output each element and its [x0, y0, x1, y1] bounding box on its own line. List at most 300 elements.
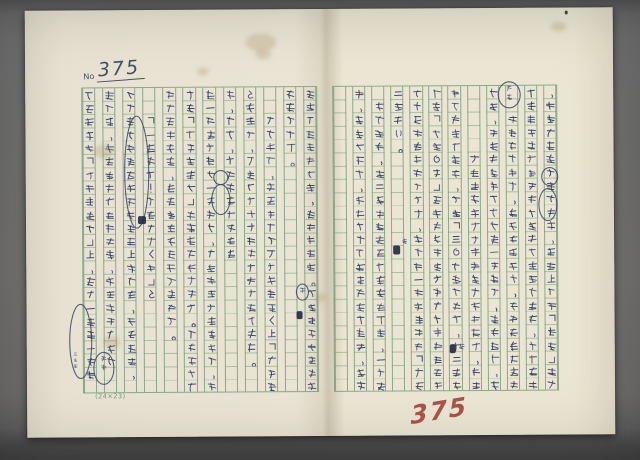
- handwritten-char: [145, 275, 157, 287]
- manuscript-column: [543, 86, 558, 390]
- handwritten-char: [125, 275, 137, 287]
- handwritten-char: [84, 156, 96, 168]
- handwritten-char: [125, 328, 137, 340]
- handwritten-char: [431, 327, 443, 339]
- handwritten-char: [432, 353, 444, 365]
- handwritten-char: [164, 142, 176, 154]
- handwritten-char: [507, 260, 519, 272]
- handwritten-char: [507, 193, 519, 205]
- handwritten-char: [354, 127, 366, 139]
- handwritten-char: [412, 273, 424, 285]
- handwritten-char: [354, 181, 366, 193]
- handwritten-char: [84, 89, 96, 101]
- handwritten-char: [105, 235, 117, 247]
- handwritten-char: [305, 208, 317, 220]
- handwritten-char: [305, 141, 317, 153]
- paper-stain: [314, 293, 326, 302]
- handwritten-char: [505, 84, 513, 92]
- handwritten-char: [469, 153, 481, 165]
- handwritten-char: [105, 315, 117, 327]
- handwritten-char: [507, 140, 519, 152]
- handwritten-char: [206, 381, 218, 393]
- handwritten-char: [245, 141, 257, 153]
- handwritten-char: [305, 168, 317, 180]
- handwritten-char: [449, 114, 461, 126]
- handwritten-char: [526, 259, 538, 271]
- handwritten-char: [354, 101, 366, 113]
- handwritten-char: [527, 366, 539, 378]
- handwritten-char: [165, 262, 177, 274]
- handwritten-char: [165, 195, 177, 207]
- handwritten-char: [205, 275, 217, 287]
- handwritten-char: [449, 100, 461, 112]
- handwritten-char: [355, 367, 367, 379]
- handwritten-char: [546, 286, 558, 298]
- handwritten-char: [411, 167, 423, 179]
- handwritten-char: [246, 341, 258, 353]
- handwritten-char: [431, 313, 443, 325]
- handwritten-char: [373, 154, 385, 166]
- handwritten-char: [431, 287, 443, 299]
- manuscript-column: [371, 87, 386, 391]
- handwritten-char: [305, 221, 317, 233]
- handwritten-char: [373, 167, 385, 179]
- handwritten-char: [430, 167, 442, 179]
- handwritten-char: [84, 209, 96, 221]
- handwritten-char: [206, 341, 218, 353]
- handwritten-char: [374, 247, 386, 259]
- handwritten-char: [245, 195, 257, 207]
- handwritten-char: [355, 380, 367, 392]
- handwritten-char: [124, 102, 136, 114]
- handwritten-char: [206, 355, 218, 367]
- handwritten-char: [265, 221, 277, 233]
- handwritten-char: [488, 153, 500, 165]
- handwritten-char: [430, 140, 442, 152]
- handwritten-char: [527, 313, 539, 325]
- handwritten-char: [546, 313, 558, 325]
- handwritten-char: [374, 314, 386, 326]
- handwritten-char: [265, 248, 277, 260]
- handwritten-char: [431, 300, 443, 312]
- handwritten-char: [508, 339, 520, 351]
- handwritten-char: [412, 194, 424, 206]
- manuscript-column: [333, 87, 348, 391]
- handwritten-char: [205, 261, 217, 273]
- handwritten-char: [507, 233, 519, 245]
- handwritten-char: [392, 114, 404, 126]
- handwritten-char: [145, 288, 157, 300]
- handwritten-char: [164, 155, 176, 167]
- handwritten-char: [450, 247, 462, 259]
- handwritten-char: [451, 353, 463, 365]
- inked-out-char: [450, 344, 456, 353]
- handwritten-char: [488, 286, 500, 298]
- dark-speck: [565, 10, 568, 14]
- handwritten-char: [85, 249, 97, 261]
- handwritten-char: [488, 167, 500, 179]
- handwritten-char: [527, 379, 539, 391]
- handwritten-char: [266, 341, 278, 353]
- handwritten-char: [450, 300, 462, 312]
- handwritten-char: [245, 221, 257, 233]
- handwritten-char: [265, 234, 277, 246]
- handwritten-char: [266, 354, 278, 366]
- inked-out-char: [297, 311, 303, 319]
- handwritten-char: [185, 328, 197, 340]
- handwritten-char: [373, 114, 385, 126]
- handwritten-char: [184, 115, 196, 127]
- handwritten-char: [224, 128, 236, 140]
- handwritten-char: [508, 313, 520, 325]
- handwritten-char: [487, 127, 499, 139]
- handwritten-char: [374, 300, 386, 312]
- handwritten-char: [355, 340, 367, 352]
- manuscript-column: [183, 88, 198, 392]
- handwritten-char: [105, 275, 117, 287]
- handwritten-char: [431, 220, 443, 232]
- handwritten-char: [285, 128, 297, 140]
- handwritten-char: [205, 235, 217, 247]
- handwritten-char: [225, 221, 237, 233]
- page-number-top: [82, 58, 145, 84]
- manuscript-column: [467, 86, 482, 390]
- handwritten-char: [204, 128, 216, 140]
- handwritten-char: [84, 116, 96, 128]
- handwritten-char: [285, 141, 297, 153]
- handwritten-char: [204, 102, 216, 114]
- handwritten-char: [305, 261, 317, 273]
- handwritten-char: [450, 273, 462, 285]
- handwritten-char: [411, 87, 423, 99]
- handwritten-char: [526, 246, 538, 258]
- handwritten-char: [489, 353, 501, 365]
- handwritten-char: [145, 262, 157, 274]
- handwritten-char: [373, 141, 385, 153]
- margin-note: [73, 363, 78, 368]
- handwritten-char: [527, 326, 539, 338]
- handwritten-char: [430, 154, 442, 166]
- handwritten-char: [285, 154, 297, 166]
- handwritten-char: [206, 368, 218, 380]
- handwritten-char: [305, 128, 317, 140]
- handwritten-char: [355, 234, 367, 246]
- inked-out-char: [393, 246, 400, 255]
- handwritten-char: [354, 154, 366, 166]
- handwritten-char: [469, 300, 481, 312]
- handwritten-char: [470, 366, 482, 378]
- handwritten-char: [145, 248, 157, 260]
- handwritten-char: [165, 222, 177, 234]
- handwritten-char: [185, 262, 197, 274]
- handwritten-char: [450, 207, 462, 219]
- page-number-value: 375: [95, 58, 145, 83]
- handwritten-char: [104, 209, 116, 221]
- handwritten-char: [284, 101, 296, 113]
- handwritten-char: [104, 116, 116, 128]
- handwritten-char: [185, 315, 197, 327]
- handwritten-char: [265, 141, 277, 153]
- manuscript-spread: [25, 7, 616, 438]
- handwritten-char: [450, 313, 462, 325]
- handwritten-char: [431, 247, 443, 259]
- handwritten-char: [104, 169, 116, 181]
- handwritten-char: [245, 274, 257, 286]
- handwritten-char: [451, 366, 463, 378]
- handwritten-char: [545, 246, 557, 258]
- handwritten-char: [165, 315, 177, 327]
- handwritten-char: [224, 88, 236, 100]
- handwritten-char: [165, 235, 177, 247]
- handwritten-char: [246, 314, 258, 326]
- handwritten-char: [185, 288, 197, 300]
- handwritten-char: [244, 128, 256, 140]
- handwritten-char: [507, 273, 519, 285]
- handwritten-char: [84, 169, 96, 181]
- handwritten-char: [545, 140, 557, 152]
- handwritten-char: [125, 315, 137, 327]
- handwritten-char: [306, 354, 318, 366]
- handwritten-char: [305, 154, 317, 166]
- handwritten-char: [413, 367, 425, 379]
- handwritten-char: [245, 155, 257, 167]
- handwritten-char: [104, 222, 116, 234]
- handwritten-char: [165, 302, 177, 314]
- handwritten-char: [125, 235, 137, 247]
- handwritten-char: [186, 341, 198, 353]
- handwritten-char: [185, 235, 197, 247]
- handwritten-char: [100, 354, 108, 362]
- handwritten-char: [488, 260, 500, 272]
- revision-loop: [67, 302, 93, 380]
- manuscript-column: [409, 86, 424, 390]
- handwritten-char: [470, 353, 482, 365]
- handwritten-char: [224, 115, 236, 127]
- handwritten-char: [431, 180, 443, 192]
- handwritten-char: [244, 88, 256, 100]
- handwritten-char: [100, 363, 108, 371]
- manuscript-column: [243, 87, 258, 391]
- handwritten-char: [185, 195, 197, 207]
- handwritten-char: [469, 260, 481, 272]
- editing-marks-layer: [25, 7, 613, 11]
- handwritten-char: [508, 366, 520, 378]
- handwritten-char: [245, 168, 257, 180]
- handwritten-char: [546, 273, 558, 285]
- handwritten-char: [411, 100, 423, 112]
- handwritten-char: [265, 288, 277, 300]
- handwritten-char: [449, 153, 461, 165]
- handwritten-char: [374, 274, 386, 286]
- handwritten-char: [224, 102, 236, 114]
- handwritten-char: [545, 126, 557, 138]
- handwritten-char: [125, 355, 137, 367]
- handwritten-char: [527, 339, 539, 351]
- handwritten-char: [125, 342, 137, 354]
- handwritten-char: [525, 86, 537, 98]
- handwritten-char: [284, 115, 296, 127]
- handwritten-char: [450, 180, 462, 192]
- handwritten-char: [354, 141, 366, 153]
- manuscript-column: [162, 88, 177, 392]
- handwritten-char: [507, 180, 519, 192]
- handwritten-char: [546, 379, 558, 391]
- handwritten-char: [373, 207, 385, 219]
- handwritten-char: [245, 261, 257, 273]
- handwritten-char: [527, 299, 539, 311]
- handwritten-char: [164, 89, 176, 101]
- handwritten-char: [205, 301, 217, 313]
- handwritten-char: [185, 301, 197, 313]
- handwritten-char: [245, 301, 257, 313]
- handwritten-char: [246, 328, 258, 340]
- handwritten-char: [164, 169, 176, 181]
- handwritten-char: [488, 193, 500, 205]
- handwritten-char: [526, 166, 538, 178]
- handwritten-char: [354, 167, 366, 179]
- handwritten-char: [450, 233, 462, 245]
- handwritten-char: [305, 114, 317, 126]
- side-correction: [458, 342, 466, 350]
- handwritten-char: [412, 247, 424, 259]
- handwritten-char: [373, 194, 385, 206]
- handwritten-char: [413, 380, 425, 392]
- handwritten-char: [266, 381, 278, 393]
- page-number-prefix: No: [83, 71, 95, 82]
- handwritten-char: [305, 234, 317, 246]
- manuscript-column: [223, 88, 238, 392]
- handwritten-char: [527, 353, 539, 365]
- handwritten-char: [265, 194, 277, 206]
- handwritten-char: [469, 220, 481, 232]
- handwritten-char: [374, 220, 386, 232]
- handwritten-char: [184, 128, 196, 140]
- handwritten-char: [205, 288, 217, 300]
- handwritten-char: [105, 302, 117, 314]
- handwritten-char: [305, 194, 317, 206]
- handwritten-char: [373, 101, 385, 113]
- handwritten-char: [245, 288, 257, 300]
- handwritten-char: [469, 233, 481, 245]
- handwritten-char: [225, 235, 237, 247]
- handwritten-char: [469, 167, 481, 179]
- handwritten-char: [306, 327, 318, 339]
- handwritten-char: [375, 380, 387, 392]
- handwritten-char: [507, 286, 519, 298]
- handwritten-char: [164, 102, 176, 114]
- handwritten-char: [412, 327, 424, 339]
- handwritten-char: [488, 273, 500, 285]
- right-page-grid: [332, 85, 559, 392]
- handwritten-char: [470, 340, 482, 352]
- handwritten-char: [469, 180, 481, 192]
- handwritten-char: [124, 89, 136, 101]
- handwritten-char: [374, 327, 386, 339]
- handwritten-char: [165, 275, 177, 287]
- handwritten-char: [450, 260, 462, 272]
- handwritten-char: [84, 129, 96, 141]
- handwritten-char: [245, 235, 257, 247]
- handwritten-char: [449, 87, 461, 99]
- handwritten-char: [488, 206, 500, 218]
- handwritten-char: [431, 273, 443, 285]
- handwritten-char: [104, 89, 116, 101]
- handwritten-char: [205, 248, 217, 260]
- handwritten-char: [469, 286, 481, 298]
- handwritten-char: [225, 155, 237, 167]
- handwritten-char: [204, 88, 216, 100]
- handwritten-char: [165, 208, 177, 220]
- handwritten-char: [451, 380, 463, 392]
- handwritten-char: [412, 300, 424, 312]
- handwritten-char: [507, 206, 519, 218]
- handwritten-char: [185, 208, 197, 220]
- handwritten-char: [265, 181, 277, 193]
- handwritten-char: [125, 262, 137, 274]
- handwritten-char: [265, 168, 277, 180]
- handwritten-char: [355, 287, 367, 299]
- handwritten-char: [526, 126, 538, 138]
- handwritten-char: [507, 220, 519, 232]
- handwritten-char: [374, 367, 386, 379]
- side-correction: [147, 212, 153, 218]
- handwritten-char: [392, 87, 404, 99]
- manuscript-column: [303, 87, 318, 391]
- handwritten-char: [430, 100, 442, 112]
- handwritten-char: [184, 168, 196, 180]
- handwritten-char: [432, 380, 444, 392]
- handwritten-char: [265, 274, 277, 286]
- handwritten-char: [488, 233, 500, 245]
- circled-char: [540, 166, 560, 188]
- manuscript-column: [283, 87, 298, 391]
- handwritten-char: [431, 260, 443, 272]
- handwritten-char: [165, 248, 177, 260]
- handwritten-char: [245, 248, 257, 260]
- handwritten-char: [244, 101, 256, 113]
- handwritten-char: [545, 113, 557, 125]
- handwritten-char: [525, 113, 537, 125]
- handwritten-char: [374, 287, 386, 299]
- inked-out-char: [138, 216, 146, 224]
- handwritten-char: [431, 207, 443, 219]
- handwritten-char: [489, 379, 501, 391]
- handwritten-char: [266, 301, 278, 313]
- handwritten-char: [355, 300, 367, 312]
- handwritten-char: [244, 115, 256, 127]
- left-page-grid: [81, 86, 319, 393]
- handwritten-char: [85, 289, 97, 301]
- handwritten-char: [487, 113, 499, 125]
- handwritten-char: [545, 259, 557, 271]
- handwritten-char: [469, 246, 481, 258]
- handwritten-char: [145, 235, 157, 247]
- handwritten-char: [355, 247, 367, 259]
- handwritten-char: [489, 326, 501, 338]
- handwritten-char: [392, 127, 404, 139]
- handwritten-char: [205, 315, 217, 327]
- handwritten-char: [450, 286, 462, 298]
- handwritten-char: [85, 275, 97, 287]
- handwritten-char: [205, 221, 217, 233]
- handwritten-char: [186, 381, 198, 393]
- handwritten-char: [449, 140, 461, 152]
- manuscript-column: [352, 87, 367, 391]
- handwritten-char: [450, 193, 462, 205]
- handwritten-char: [164, 182, 176, 194]
- handwritten-char: [546, 366, 558, 378]
- handwritten-char: [354, 114, 366, 126]
